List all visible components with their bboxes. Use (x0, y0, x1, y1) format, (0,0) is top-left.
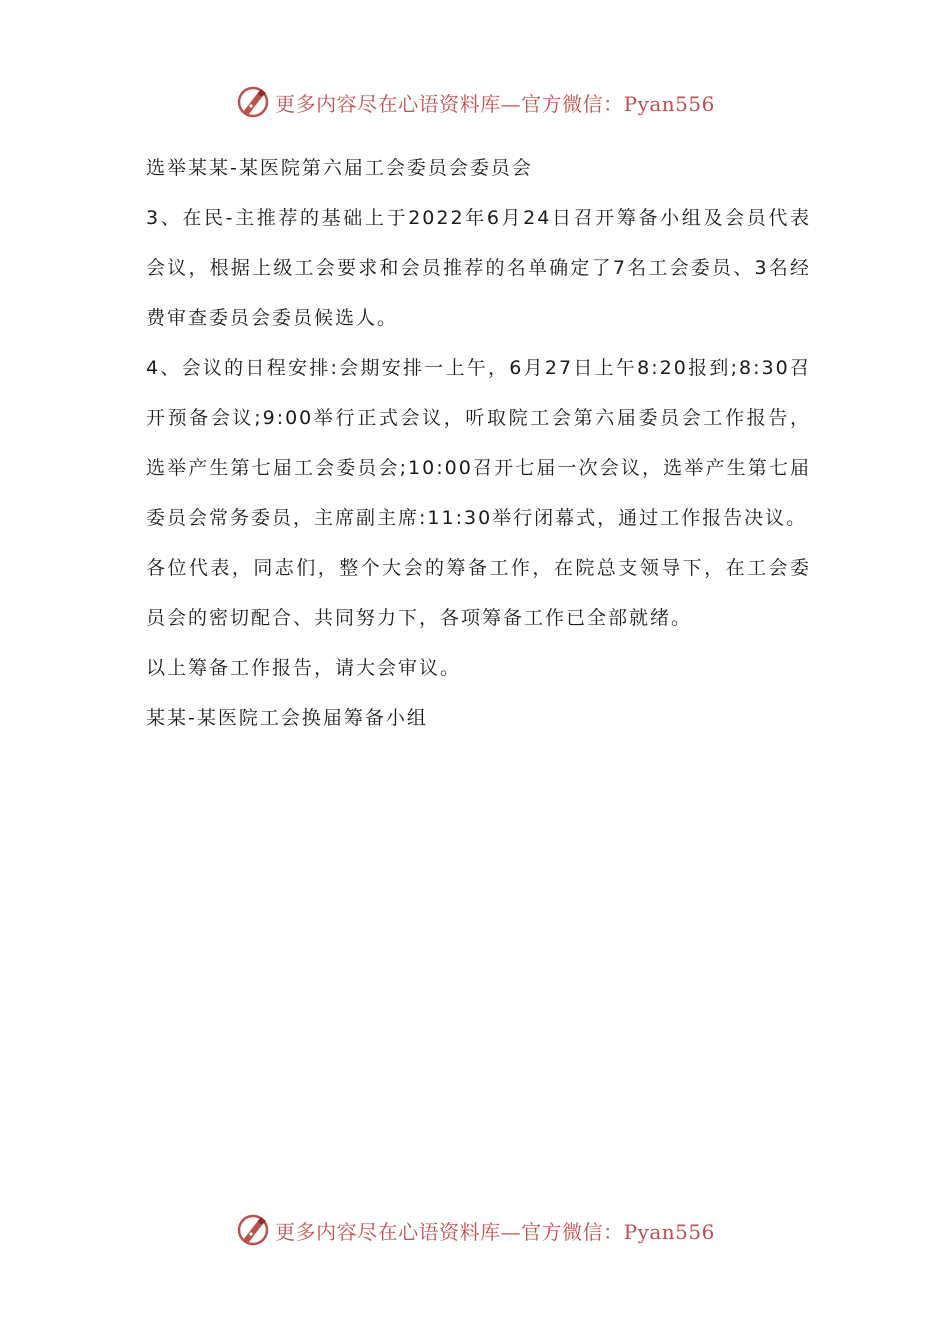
banner-text: 更多内容尽在心语资料库—官方微信：Pyan556 (275, 91, 715, 116)
pen-nib-logo-icon (235, 84, 271, 120)
paragraph-election-line: 选举某某-某医院第六届工会委员会委员会 (146, 157, 533, 179)
header-banner (0, 82, 950, 122)
pen-nib-logo-icon (235, 1212, 271, 1248)
paragraph-address: 各位代表，同志们，整个大会的筹备工作，在院总支领导下，在工会委员会的密切配合、共同努力下，各项筹备工作已全部就绪。 (146, 557, 811, 629)
paragraph-request: 以上筹备工作报告，请大会审议。 (146, 657, 462, 679)
paragraph-item-4: 4、会议的日程安排:会期安排一上午，6月27日上午8:20报到;8:30召开预备会议;9:00举行正式会议，听取院工会第六届委员会工作报告，选举产生第七届工会委员会;10:00召开七届一次会议，选举产生第七届委员会常务委员，主席副主席:11:30举行闭幕式，通过工作报告决议。 (146, 357, 811, 529)
paragraph-item-3: 3、在民-主推荐的基础上于2022年6月24日召开筹备小组及会员代表会议，根据上级工会要求和会员推荐的名单确定了7名工会委员、3名经费审查委员会委员候选人。 (146, 207, 811, 329)
footer-banner (0, 1210, 950, 1250)
paragraph-signature: 某某-某医院工会换届筹备小组 (146, 707, 428, 729)
banner-text: 更多内容尽在心语资料库—官方微信：Pyan556 (275, 1219, 715, 1244)
document-body (146, 143, 811, 743)
